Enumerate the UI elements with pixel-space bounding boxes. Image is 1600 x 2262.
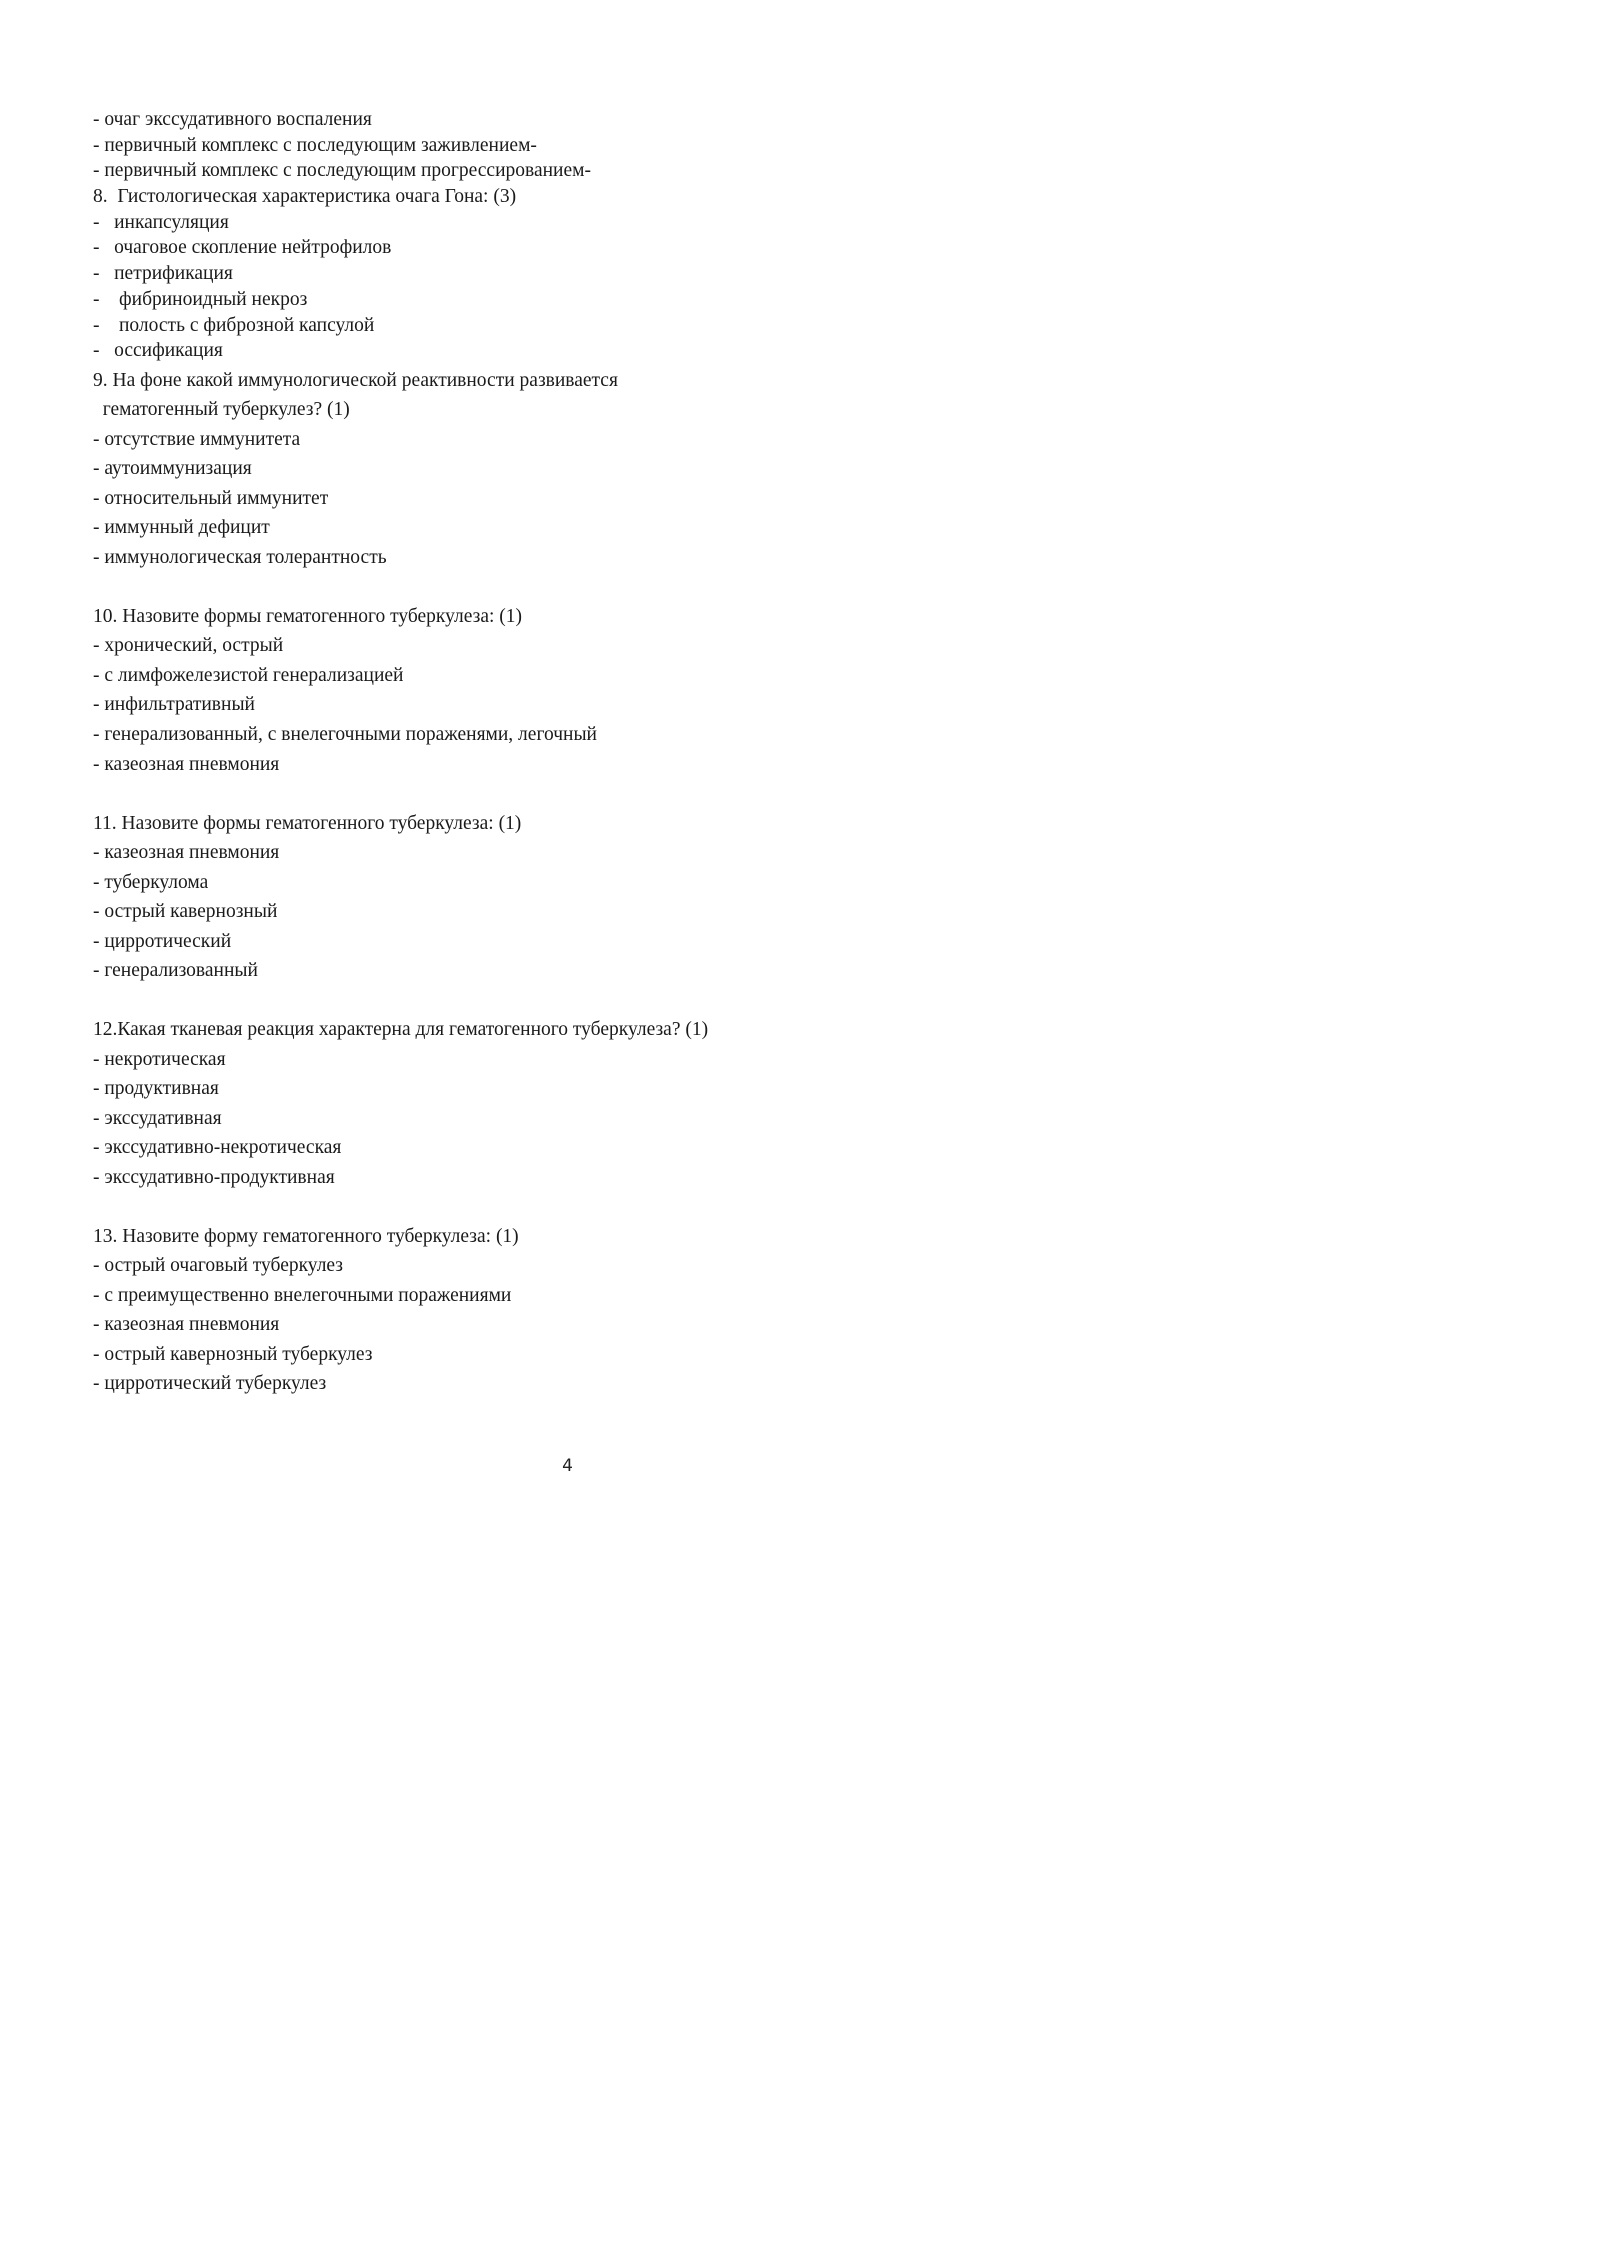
list-item: - фибриноидный некроз xyxy=(93,289,308,310)
list-item: - петрификация xyxy=(93,263,233,284)
list-item: - казеозная пневмония xyxy=(93,1314,280,1335)
list-item: - оссификация xyxy=(93,340,223,361)
list-item: - экссудативно-некротическая xyxy=(93,1137,342,1158)
list-item: - цирротический туберкулез xyxy=(93,1373,327,1394)
list-item: - туберкулома xyxy=(93,872,209,893)
page-number: 4 xyxy=(562,1456,573,1476)
list-item: - отсутствие иммунитета xyxy=(93,429,301,450)
list-item: - с лимфожелезистой генерализацией xyxy=(93,665,404,686)
question-10-text: 10. Назовите формы гематогенного туберкулеза: (1) xyxy=(93,606,523,627)
question-11-text: 11. Назовите формы гематогенного туберкулеза: (1) xyxy=(93,813,522,834)
list-item: - с преимущественно внелегочными поражениями xyxy=(93,1285,512,1306)
list-item: - первичный комплекс с последующим прогрессированием- xyxy=(93,160,591,181)
list-item: - острый кавернозный туберкулез xyxy=(93,1344,373,1365)
list-item: - продуктивная xyxy=(93,1078,219,1099)
list-item: - экссудативно-продуктивная xyxy=(93,1167,335,1188)
list-item: - полость с фиброзной капсулой xyxy=(93,315,375,336)
list-item: - некротическая xyxy=(93,1049,226,1070)
question-12-text: 12.Какая тканевая реакция характерна для гематогенного туберкулеза? (1) xyxy=(93,1019,709,1040)
list-item: - первичный комплекс с последующим заживлением- xyxy=(93,135,537,156)
list-item: - генерализованный, с внелегочными пораженями, легочный xyxy=(93,724,597,745)
list-item: - иммунологическая толерантность xyxy=(93,547,387,568)
question-9-text-continued: гематогенный туберкулез? (1) xyxy=(93,399,350,420)
list-item: - аутоиммунизация xyxy=(93,458,252,479)
list-item: - очаговое скопление нейтрофилов xyxy=(93,237,392,258)
list-item: - очаг экссудативного воспаления xyxy=(93,109,372,130)
question-13-text: 13. Назовите форму гематогенного туберкулеза: (1) xyxy=(93,1226,519,1247)
list-item: - инфильтративный xyxy=(93,694,255,715)
list-item: - хронический, острый xyxy=(93,635,284,656)
list-item: - иммунный дефицит xyxy=(93,517,270,538)
list-item: - острый кавернозный xyxy=(93,901,278,922)
list-item: - генерализованный xyxy=(93,960,258,981)
list-item: - цирротический xyxy=(93,931,232,952)
list-item: - экссудативная xyxy=(93,1108,222,1129)
question-8-text: 8. Гистологическая характеристика очага Гона: (3) xyxy=(93,186,517,207)
list-item: - инкапсуляция xyxy=(93,212,229,233)
question-9-text: 9. На фоне какой иммунологической реактивности развивается xyxy=(93,370,618,391)
list-item: - казеозная пневмония xyxy=(93,842,280,863)
list-item: - казеозная пневмония xyxy=(93,754,280,775)
document-page xyxy=(0,0,1105,1562)
list-item: - острый очаговый туберкулез xyxy=(93,1255,344,1276)
list-item: - относительный иммунитет xyxy=(93,488,329,509)
